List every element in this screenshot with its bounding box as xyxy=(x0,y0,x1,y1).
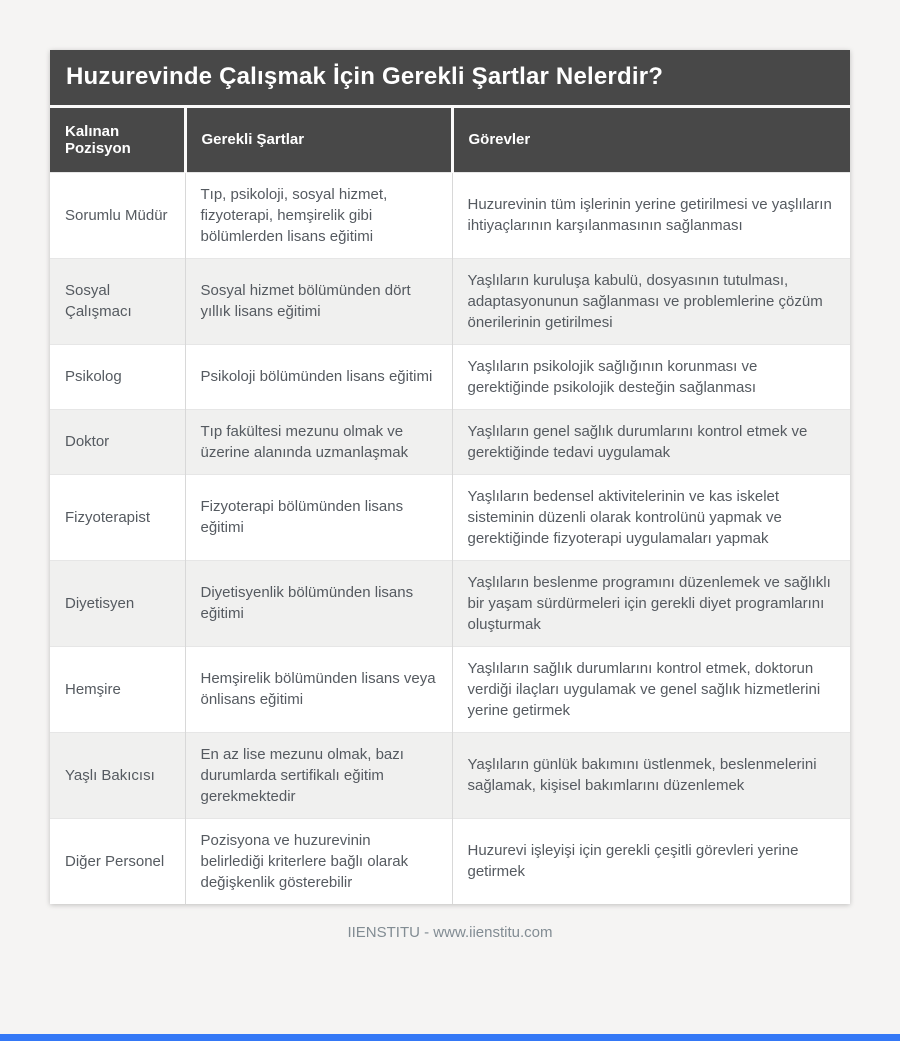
requirements-cell: Psikoloji bölümünden lisans eğitimi xyxy=(185,344,452,409)
table-row xyxy=(50,646,850,732)
column-header-requirements: Gerekli Şartlar xyxy=(185,108,452,172)
duties-cell: Yaşlıların günlük bakımını üstlenmek, beslenmelerini sağlamak, kişisel bakımlarını düzenlemek xyxy=(452,732,850,818)
requirements-cell: Pozisyona ve huzurevinin belirlediği kriterlere bağlı olarak değişkenlik gösterebilir xyxy=(185,818,452,904)
requirements-table xyxy=(50,108,850,904)
position-cell: Fizyoterapist xyxy=(50,474,185,560)
page-title: Huzurevinde Çalışmak İçin Gerekli Şartlar Nelerdir? xyxy=(50,50,850,108)
duties-cell: Huzurevinin tüm işlerinin yerine getirilmesi ve yaşlıların ihtiyaçlarının karşılanmasının sağlanması xyxy=(452,172,850,258)
position-cell: Sorumlu Müdür xyxy=(50,172,185,258)
position-cell: Doktor xyxy=(50,409,185,474)
duties-cell: Huzurevi işleyişi için gerekli çeşitli görevleri yerine getirmek xyxy=(452,818,850,904)
table-row xyxy=(50,560,850,646)
requirements-cell: En az lise mezunu olmak, bazı durumlarda sertifikalı eğitim gerekmektedir xyxy=(185,732,452,818)
table-row xyxy=(50,258,850,344)
requirements-cell: Tıp fakültesi mezunu olmak ve üzerine alanında uzmanlaşmak xyxy=(185,409,452,474)
duties-cell: Yaşlıların genel sağlık durumlarını kontrol etmek ve gerektiğinde tedavi uygulamak xyxy=(452,409,850,474)
bottom-accent-bar xyxy=(0,1034,900,1041)
duties-cell: Yaşlıların bedensel aktivitelerinin ve kas iskelet sisteminin düzenli olarak kontrolünü yapmak ve gerektiğinde fizyoterapi uygulamaları yapmak xyxy=(452,474,850,560)
position-cell: Yaşlı Bakıcısı xyxy=(50,732,185,818)
duties-cell: Yaşlıların psikolojik sağlığının korunması ve gerektiğinde psikolojik desteğin sağlanması xyxy=(452,344,850,409)
table-row xyxy=(50,409,850,474)
info-card xyxy=(50,50,850,904)
table-row xyxy=(50,344,850,409)
position-cell: Hemşire xyxy=(50,646,185,732)
requirements-cell: Fizyoterapi bölümünden lisans eğitimi xyxy=(185,474,452,560)
requirements-cell: Diyetisyenlik bölümünden lisans eğitimi xyxy=(185,560,452,646)
requirements-cell: Sosyal hizmet bölümünden dört yıllık lisans eğitimi xyxy=(185,258,452,344)
table-row xyxy=(50,474,850,560)
table-header-row xyxy=(50,108,850,172)
column-header-duties: Görevler xyxy=(452,108,850,172)
footer-credit: IIENSTITU - www.iienstitu.com xyxy=(347,923,553,941)
table-row xyxy=(50,172,850,258)
requirements-cell: Tıp, psikoloji, sosyal hizmet, fizyoterapi, hemşirelik gibi bölümlerden lisans eğitimi xyxy=(185,172,452,258)
table-row xyxy=(50,732,850,818)
requirements-cell: Hemşirelik bölümünden lisans veya önlisans eğitimi xyxy=(185,646,452,732)
table-row xyxy=(50,818,850,904)
position-cell: Psikolog xyxy=(50,344,185,409)
position-cell: Diyetisyen xyxy=(50,560,185,646)
duties-cell: Yaşlıların beslenme programını düzenlemek ve sağlıklı bir yaşam sürdürmeleri için gerekli diyet programlarını oluşturmak xyxy=(452,560,850,646)
column-header-position: Kalınan Pozisyon xyxy=(50,108,185,172)
position-cell: Sosyal Çalışmacı xyxy=(50,258,185,344)
duties-cell: Yaşlıların sağlık durumlarını kontrol etmek, doktorun verdiği ilaçları uygulamak ve genel sağlık hizmetlerini yerine getirmek xyxy=(452,646,850,732)
duties-cell: Yaşlıların kuruluşa kabulü, dosyasının tutulması, adaptasyonunun sağlanması ve problemlerine çözüm önerilerinin getirilmesi xyxy=(452,258,850,344)
position-cell: Diğer Personel xyxy=(50,818,185,904)
